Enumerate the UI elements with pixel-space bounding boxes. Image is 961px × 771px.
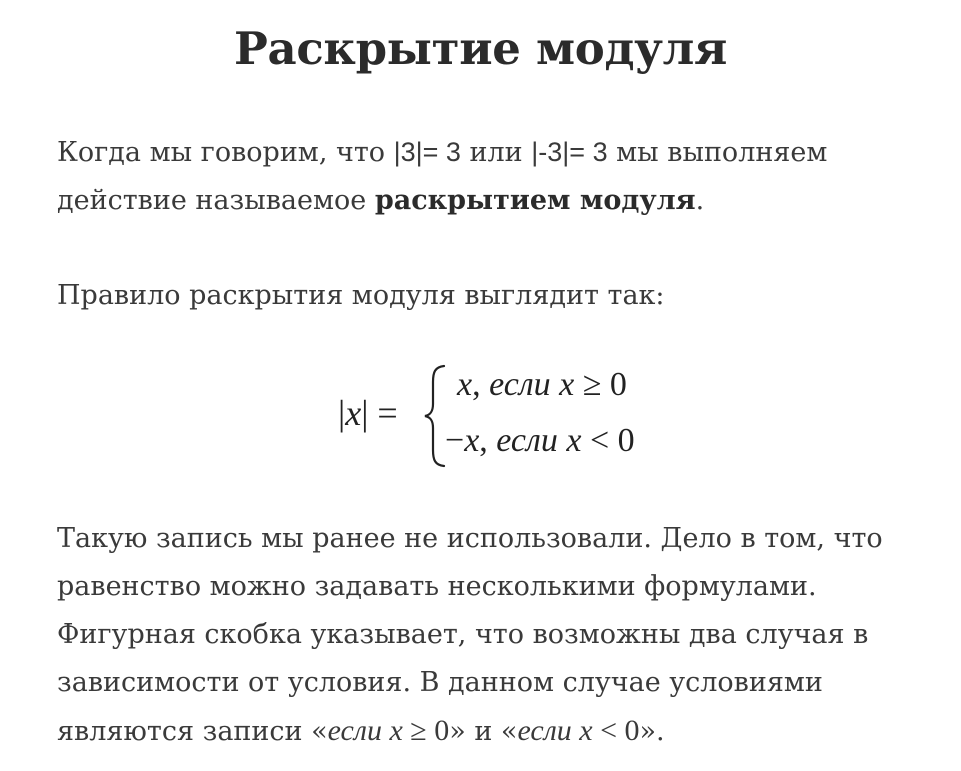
case1-var: x	[550, 366, 575, 403]
case2-x: x	[464, 422, 480, 459]
case2-if: если	[496, 422, 558, 459]
formula-lhs	[338, 392, 398, 434]
intro-text-3: мы выполняем действие называемое	[57, 137, 828, 216]
condition-1-rel: ≥ 0	[402, 714, 450, 747]
explanation-text-2: » и «	[449, 716, 518, 747]
intro-text-1: Когда мы говорим, что	[57, 137, 394, 168]
formula-bar-left: |	[338, 393, 346, 433]
intro-text-4: .	[695, 185, 705, 216]
explanation-text-3: ».	[639, 716, 665, 747]
case1-comma: ,	[472, 366, 490, 403]
abs-value-formula	[330, 362, 670, 474]
abs-example-negative: |-3|= 3	[531, 137, 608, 167]
case2-var: x	[557, 422, 582, 459]
intro-paragraph	[57, 128, 937, 225]
page-title: Раскрытие модуля	[233, 22, 728, 75]
formula-case-negative	[445, 422, 635, 460]
explanation-text-1: Такую запись мы ранее не использовали. Дело в том, что равенство можно задавать несколькими формулами. Фигурная скобка указывает, что возможны два случая в зависимости от условия. В данном случае условиями являются записи «	[57, 523, 883, 747]
case1-x: x	[457, 366, 473, 403]
formula-bar-right: |	[361, 393, 369, 433]
formula-var: x	[345, 393, 362, 433]
case2-comma: ,	[479, 422, 497, 459]
rule-intro-paragraph: Правило раскрытия модуля выглядит так:	[57, 280, 665, 311]
formula-case-nonnegative	[457, 366, 627, 404]
condition-2-text: если x	[517, 714, 593, 747]
case1-if: если	[489, 366, 551, 403]
abs-example-positive: |3|= 3	[393, 137, 461, 167]
case2-condition: < 0	[581, 422, 635, 459]
condition-1-text: если x	[327, 714, 403, 747]
case2-minus: −	[445, 422, 465, 459]
condition-2-rel: < 0	[592, 714, 640, 747]
intro-text-2: или	[460, 137, 532, 168]
case1-condition: ≥ 0	[574, 366, 627, 403]
explanation-paragraph	[57, 515, 937, 756]
formula-equals: =	[368, 393, 398, 433]
bold-term: раскрытием модуля	[374, 185, 696, 216]
